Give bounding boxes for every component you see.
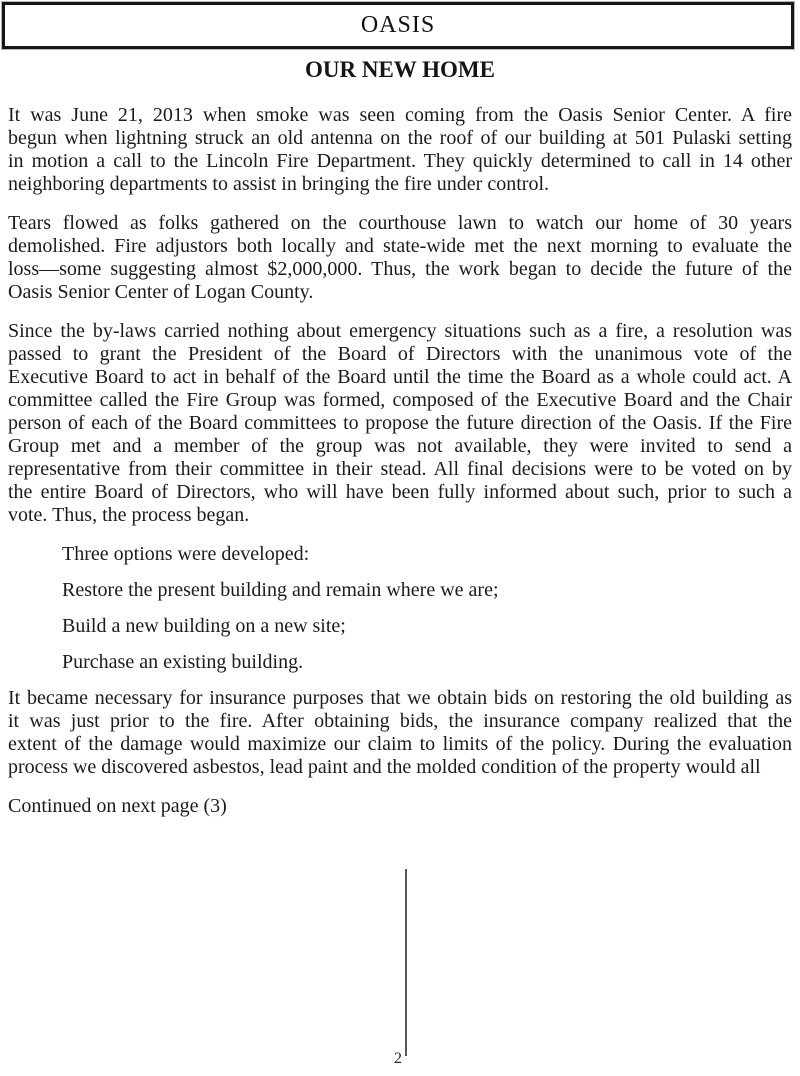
paragraph-line: vote. Thus, the process began. xyxy=(8,504,250,526)
option-line: Restore the present building and remain where we are; xyxy=(62,579,499,601)
masthead-box xyxy=(2,2,794,49)
paragraph-line: demolished. Fire adjustors both locally and state-wide met the next morning to evaluate the xyxy=(8,235,792,257)
paragraph-line: person of each of the Board committees to propose the future direction of the Oasis. If the Fire xyxy=(8,412,792,434)
paragraph-line: in motion a call to the Lincoln Fire Department. They quickly determined to call in 14 other xyxy=(8,150,792,172)
article-body xyxy=(8,104,792,818)
paragraph xyxy=(8,212,792,304)
paragraph-line: committee called the Fire Group was formed, composed of the Executive Board and the Chair xyxy=(8,389,792,411)
paragraph-line: It was June 21, 2013 when smoke was seen coming from the Oasis Senior Center. A fire xyxy=(8,104,792,126)
paragraph-line: begun when lightning struck an old antenna on the roof of our building at 501 Pulaski setting xyxy=(8,127,792,149)
paragraph-line: Tears flowed as folks gathered on the courthouse lawn to watch our home of 30 years xyxy=(8,212,792,234)
masthead-title: OASIS xyxy=(360,12,436,38)
option-line: Purchase an existing building. xyxy=(62,651,304,673)
paragraph-line: Since the by-laws carried nothing about emergency situations such as a fire, a resolution was xyxy=(8,320,792,342)
column-divider xyxy=(405,869,407,1056)
page-number: 2 xyxy=(394,1050,402,1067)
paragraph-line: loss—some suggesting almost $2,000,000. Thus, the work began to decide the future of the xyxy=(8,258,792,280)
paragraph-line: it was just prior to the fire. After obtaining bids, the insurance company realized that the xyxy=(8,710,792,732)
paragraph-line: passed to grant the President of the Board of Directors with the unanimous vote of the xyxy=(8,343,792,365)
paragraph xyxy=(8,104,792,196)
paragraph xyxy=(8,687,792,779)
paragraph-line: extent of the damage would maximize our claim to limits of the policy. During the evaluation xyxy=(8,733,792,755)
paragraph-line: representative from their committee in their stead. All final decisions were to be voted on by xyxy=(8,458,792,480)
option-line: Three options were developed: xyxy=(62,543,310,565)
paragraph-line: process we discovered asbestos, lead paint and the molded condition of the property would all xyxy=(8,756,761,778)
paragraph xyxy=(8,320,792,527)
article-title: OUR NEW HOME xyxy=(305,57,495,82)
continued-note: Continued on next page (3) xyxy=(8,795,227,817)
paragraph-line: neighboring departments to assist in bringing the fire under control. xyxy=(8,173,549,195)
paragraph-line: the entire Board of Directors, who will have been fully informed about such, prior to such a xyxy=(8,481,792,503)
option-line: Build a new building on a new site; xyxy=(62,615,346,637)
paragraph-line: It became necessary for insurance purposes that we obtain bids on restoring the old building as xyxy=(8,687,792,709)
paragraph-line: Oasis Senior Center of Logan County. xyxy=(8,281,314,303)
paragraph-line: Executive Board to act in behalf of the Board until the time the Board as a whole could act. A xyxy=(8,366,792,388)
paragraph-line: Group met and a member of the group was not available, they were invited to send a xyxy=(8,435,792,457)
